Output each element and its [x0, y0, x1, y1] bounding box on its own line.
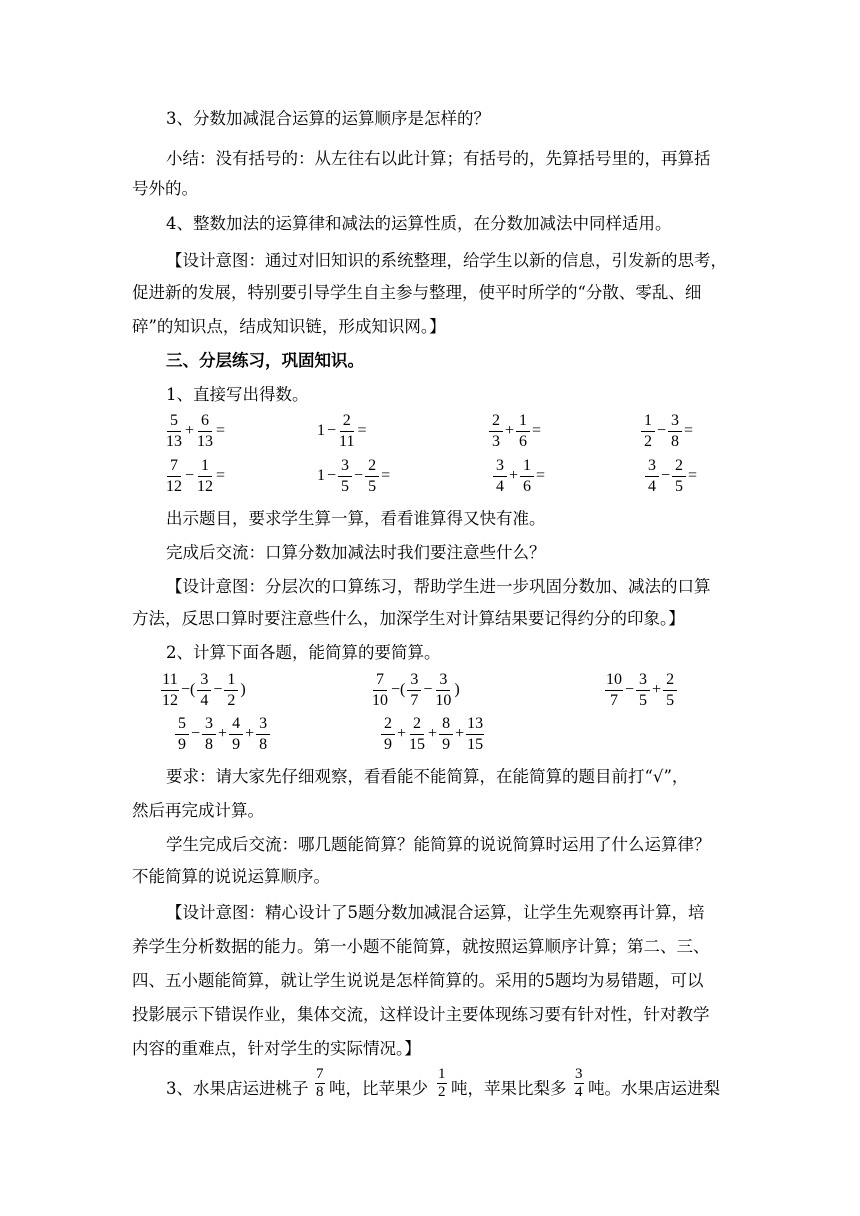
exercise-1-item-1: $\frac{5}{13}$ + $\frac{6}{13}$ = [166, 411, 226, 450]
fraction: $\frac{3}{4}$ [493, 457, 507, 496]
section-heading-3: 三、分层练习，巩固知识。 [166, 351, 364, 370]
discussion-line: 完成后交流：口算分数加减法时我们要注意些什么？ [166, 543, 546, 562]
fraction: $\frac{7}{12}$ [166, 456, 182, 495]
exercise-1-item-7: $\frac{3}{4}$ + $\frac{1}{6}$ = [492, 454, 546, 498]
fraction: $\frac{1}{12}$ [197, 456, 214, 495]
exercise-1-item-2: 1 − $\frac{2}{11}$ = [317, 411, 367, 450]
fraction: $\frac{1}{2}$ [641, 412, 655, 451]
exercise-2-item-3: $\frac{10}{7}$ − $\frac{3}{5}$ + $\frac{2}{5}$ [604, 668, 678, 712]
fraction: $\frac{3}{5}$ [338, 457, 352, 496]
question-3: 3、分数加减混合运算的运算顺序是怎样的？ [166, 109, 490, 128]
design-intent-3-line-4: 投影展示下错误作业，集体交流，这样设计主要体现练习要有针对性，针对教学 [132, 1005, 710, 1024]
fraction: $\frac{11}{12}$ [162, 670, 178, 709]
exercise-1-item-3: $\frac{2}{3}$ + $\frac{1}{6}$ = [488, 409, 542, 453]
fraction: $\frac{1}{2}$ [224, 671, 238, 710]
fraction: $\frac{1}{2}$ [438, 1066, 446, 1100]
exercise-1-item-5: $\frac{7}{12}$ − $\frac{1}{12}$ = [166, 456, 226, 495]
fraction: $\frac{10}{7}$ [606, 670, 622, 709]
instruction-line: 出示题目，要求学生算一算，看看谁算得又快有准。 [166, 509, 546, 528]
fraction: $\frac{6}{13}$ [197, 411, 214, 450]
design-intent-3-line-2: 养学生分析数据的能力。第一小题不能简算，就按照运算顺序计算；第二、三、 [132, 937, 710, 956]
document-page: 3、分数加减混合运算的运算顺序是怎样的？ 小结：没有括号的：从左往右以此计算；有括号的，先算括号里的，再算括 号外的。 4、整数加法的运算律和减法的运算性质，在分数加减法中同样适用。 【设计意图：通过对旧知识的系统整理，给学生以新的信息，引发新的思考， 促进新的发展，特别要引导学生自主参与整理，使平时所学的“分散、零乱、细 碎”的知识点，结成知识链，形成知识网。】 三、分层练习，巩固知识。 1、直接写出得数。 $\frac{5}{13}$ + $\frac{6}{13}$ = 1 − $\frac{2}{11}$ = $\frac{2}{3}$ + $\frac{1}{6}$ = $\frac{1}{2}$ − $\frac{3}{8}$ = $\frac{7}{12}$ − $\frac{1}{12}$ = 1 − $\frac{3}{5}$ − $\frac{2}{5}$ = $\frac{3}{4}$ + $\frac{1}{6}$ = $\frac{3}{4}$ − $\frac{2}{5}$ = 出示题目，要求学生算一算，看看谁算得又快有准。 完成后交流：口算分数加减法时我们要注意些什么？ 【设计意图：分层次的口算练习，帮助学生进一步巩固分数加、减法的口算 方法，反思口算时要注意些什么，加深学生对计算结果要记得约分的印象。】 2、计算下面各题，能简算的要简算。 $\frac{11}{12}$ −( $\frac{3}{4}$ − $\frac{1}{2}$ ) $\frac{7}{10}$ −( $\frac{3}{7}$ − $\frac{3}{10}$ ) $\frac{10}{7}$ − $\frac{3}{5}$ + $\frac{2}{5}$ $\frac{5}{9}$ − $\frac{3}{8}$ + $\frac{4}{9}$ + $\frac{3}{8}$ $\frac{2}{9}$ + $\frac{2}{15}$ + $\frac{8}{9}$ + $\frac{13}{15}$ 要求：请大家先仔细观察，看看能不能简算，在能简算的题目前打“√”， 然后再完成计算。 学生完成后交流：哪几题能简算？能简算的说说简算时运用了什么运算律？ 不能简算的说说运算顺序。 【设计意图：精心设计了5题分数加减混合运算，让学生先观察再计算，培 养学生分析数据的能力。第一小题不能简算，就按照运算顺序计算；第二、三、 四、五小题能简算，就让学生说说是怎样简算的。采用的5题均为易错题，可以 投影展示下错误作业，集体交流，这样设计主要体现练习要有针对性，针对教学 内容的重难点，针对学生的实际情况。】 3、水果店运进桃子 $\frac{7}{8}$ 吨，比苹果少 $\frac{1}{2}$ 吨，苹果比梨多 $\frac{3}{4}$ 吨。水果店运进梨 [132, 109, 727, 1100]
fraction: $\frac{3}{5}$ [636, 671, 650, 710]
design-intent-3-line-1: 【设计意图：精心设计了5题分数加减混合运算，让学生先观察再计算，培 [166, 903, 705, 922]
fraction: $\frac{5}{13}$ [166, 411, 182, 450]
design-intent-2-line-2: 方法，反思口算时要注意些什么，加深学生对计算结果要记得约分的印象。】 [132, 609, 685, 628]
design-intent-3-line-5: 内容的重难点，针对学生的实际情况。】 [132, 1039, 421, 1058]
fraction: $\frac{3}{8}$ [668, 412, 682, 451]
fraction: $\frac{3}{4}$ [575, 1066, 583, 1100]
fraction: $\frac{3}{4}$ [197, 671, 211, 710]
design-intent-1-line-3: 碎”的知识点，结成知识链，形成知识网。】 [132, 317, 446, 336]
fraction: $\frac{2}{3}$ [489, 412, 503, 451]
exercise-1-item-8: $\frac{3}{4}$ − $\frac{2}{5}$ = [644, 454, 698, 498]
exercise-2-item-5: $\frac{2}{9}$ + $\frac{2}{15}$ + $\frac{8}{9}$ + $\frac{13}{15}$ [380, 712, 485, 756]
fraction: $\frac{4}{9}$ [229, 715, 243, 754]
requirement-line-1: 要求：请大家先仔细观察，看看能不能简算，在能简算的题目前打“√”， [166, 767, 689, 786]
student-discussion-line-2: 不能简算的说说运算顺序。 [132, 867, 330, 886]
design-intent-1-line-2: 促进新的发展，特别要引导学生自主参与整理，使平时所学的“分散、零乱、细 [132, 283, 702, 302]
fraction: $\frac{3}{7}$ [407, 671, 421, 710]
fraction: $\frac{2}{15}$ [409, 714, 426, 753]
fraction: $\frac{5}{9}$ [175, 715, 189, 754]
fraction: $\frac{8}{9}$ [439, 715, 453, 754]
fraction: $\frac{3}{8}$ [202, 715, 216, 754]
design-intent-2-line-1: 【设计意图：分层次的口算练习，帮助学生进一步巩固分数加、减法的口算 [166, 577, 711, 596]
fraction: $\frac{2}{5}$ [663, 671, 677, 710]
exercise-1-item-6: 1 − $\frac{3}{5}$ − $\frac{2}{5}$ = [317, 456, 391, 495]
fraction: $\frac{2}{5}$ [672, 457, 686, 496]
exercise-1-item-4: $\frac{1}{2}$ − $\frac{3}{8}$ = [640, 409, 694, 453]
fraction: $\frac{3}{10}$ [435, 670, 452, 709]
fraction: $\frac{13}{15}$ [467, 714, 484, 753]
exercise-2-item-1: $\frac{11}{12}$ −( $\frac{3}{4}$ − $\frac{1}{2}$ ) [162, 670, 246, 709]
exercise-2-item-4: $\frac{5}{9}$ − $\frac{3}{8}$ + $\frac{4}{9}$ + $\frac{3}{8}$ [174, 712, 271, 756]
design-intent-3-line-3: 四、五小题能简算，就让学生说说是怎样简算的。采用的5题均为易错题，可以 [132, 971, 704, 990]
question-4: 4、整数加法的运算律和减法的运算性质，在分数加减法中同样适用。 [166, 214, 672, 233]
design-intent-1-line-1: 【设计意图：通过对旧知识的系统整理，给学生以新的信息，引发新的思考， [166, 251, 727, 270]
summary-line-2: 号外的。 [132, 179, 198, 198]
fraction: $\frac{2}{9}$ [381, 715, 395, 754]
student-discussion-line-1: 学生完成后交流：哪几题能简算？能简算的说说简算时运用了什么运算律？ [166, 835, 711, 854]
summary-line-1: 小结：没有括号的：从左往右以此计算；有括号的，先算括号里的，再算括 [166, 149, 711, 168]
exercise-2-item-2: $\frac{7}{10}$ −( $\frac{3}{7}$ − $\frac{3}{10}$ ) [372, 670, 460, 709]
fraction: $\frac{7}{10}$ [372, 670, 388, 709]
exercise-1-heading: 1、直接写出得数。 [166, 385, 309, 404]
fraction: $\frac{1}{6}$ [520, 457, 534, 496]
fraction: $\frac{3}{4}$ [645, 457, 659, 496]
fraction: $\frac{7}{8}$ [316, 1066, 324, 1100]
fraction: $\frac{2}{11}$ [339, 411, 355, 450]
fraction: $\frac{3}{8}$ [256, 715, 270, 754]
fraction: $\frac{2}{5}$ [365, 457, 379, 496]
fraction: $\frac{1}{6}$ [516, 412, 530, 451]
exercise-2-heading: 2、计算下面各题，能简算的要简算。 [166, 643, 441, 662]
requirement-line-2: 然后再完成计算。 [132, 801, 264, 820]
